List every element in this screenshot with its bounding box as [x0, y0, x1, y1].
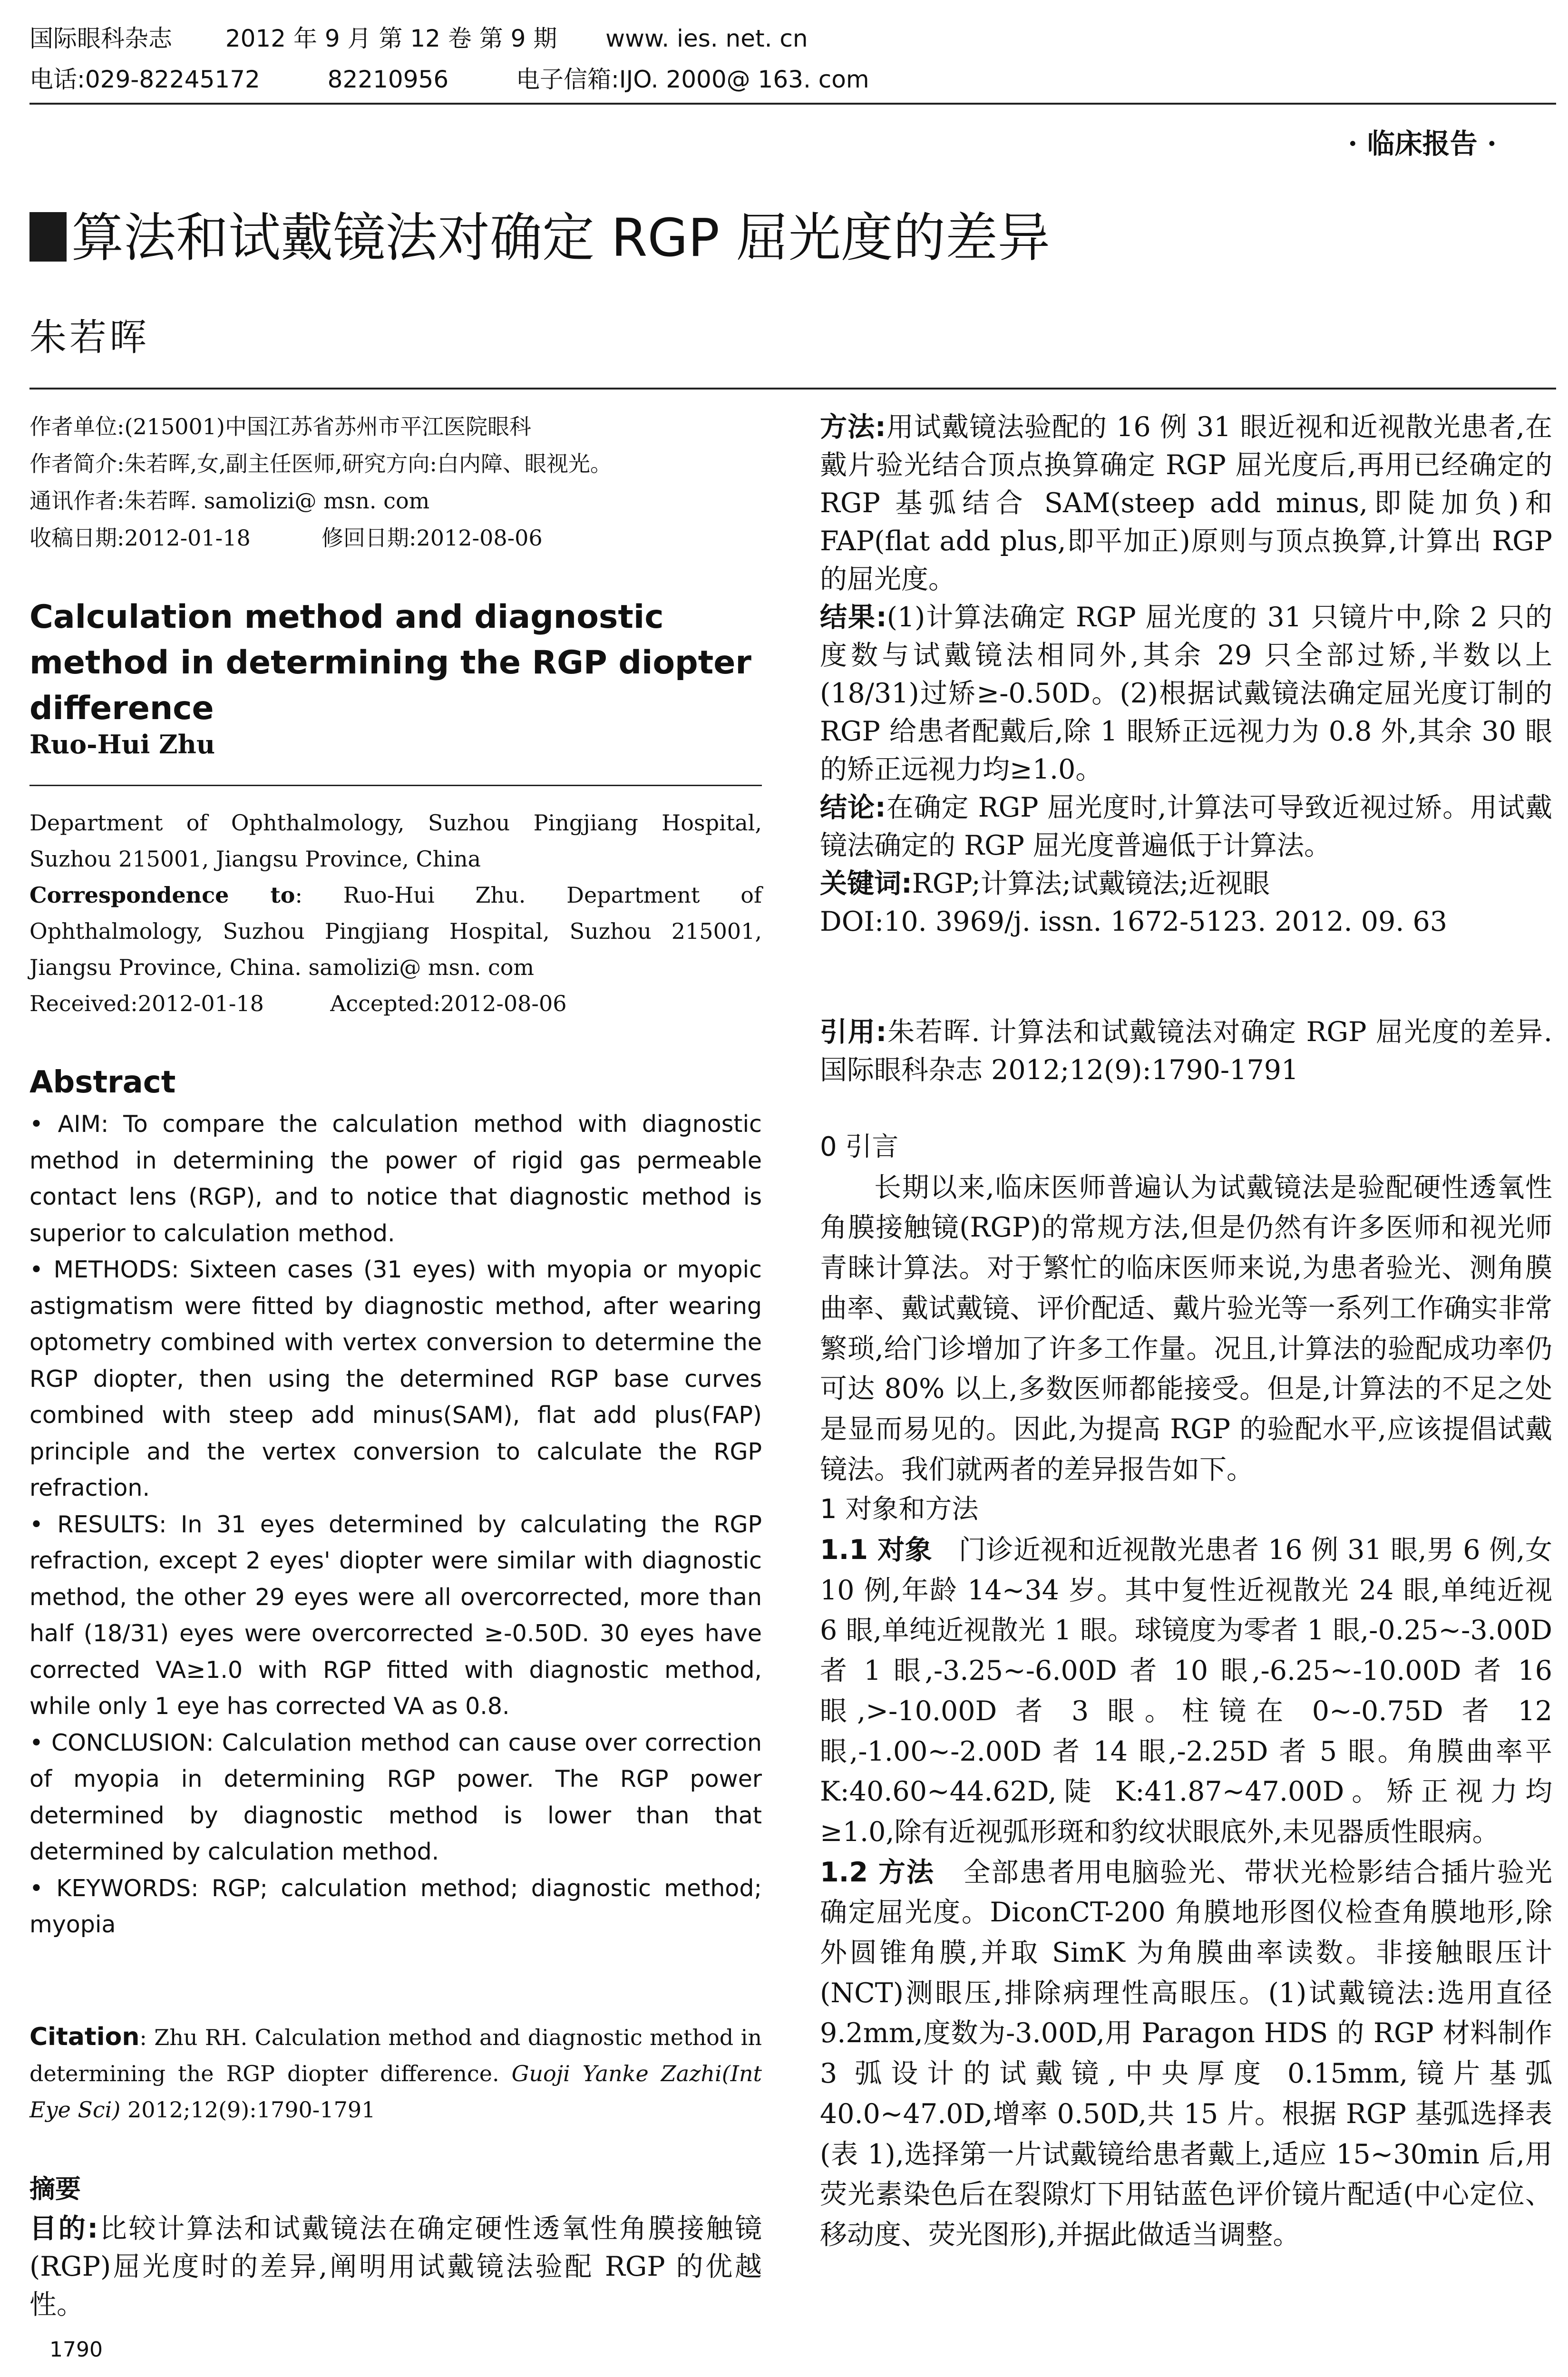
- zh-keywords: [820, 865, 1552, 903]
- intro-paragraph: 长期以来,临床医师普遍认为试戴镜法是验配硬性透氧性角膜接触镜(RGP)的常规方法,但是仍然有许多医师和视光师青睐计算法。对于繁忙的临床医师来说,为患者验光、测角膜曲率、戴试戴镜、评价配适、戴片验光等一系列工作确实非常繁琐,给门诊增加了许多工作量。况且,计算法的验配成功率仍可达 80% 以上,多数医师都能接受。但是,计算法的不足之处是显而易见的。因此,为提高 RGP 的验配水平,应该提倡试戴镜法。我们就两者的差异报告如下。: [820, 1171, 1552, 1485]
- citation-journal: Guoji Yanke Zazhi(Int Eye Sci): [29, 2061, 762, 2123]
- chinese-abstract-start: [29, 2169, 762, 2324]
- article-body: [820, 1127, 1552, 2255]
- author-cn: 朱若晖: [29, 316, 150, 359]
- journal-website: www. ies. net. cn: [605, 25, 808, 52]
- revised-date: 修回日期:2012-08-06: [321, 525, 543, 551]
- zh-aim: [29, 2210, 762, 2324]
- zh-cite-label: 引用:: [820, 1016, 887, 1048]
- zh-conclusion-label: 结论:: [820, 792, 886, 823]
- journal-phone: 电话:029-82245172: [29, 66, 260, 93]
- abstract-conclusion: • CONCLUSION: Calculation method can cause over correction of myopia in determining RGP power. The RGP power determined by diagnostic method is lower than that determined by calculation method.: [29, 1729, 762, 1865]
- zh-results-label: 结果:: [820, 602, 887, 633]
- citation-label: Citation: [29, 2023, 140, 2051]
- zh-results-text: (1)计算法确定 RGP 屈光度的 31 只镜片中,除 2 只的度数与试戴镜法相同外,其余 29 只全部过矫,半数以上(18/31)过矫≥-0.50D。(2)根据试戴镜法确定屈光度订制的 RGP 给患者配戴后,除 1 眼矫正远视力为 0.8 外,其余 30 眼的矫正远视力均≥1.0。: [820, 602, 1552, 785]
- abstract-aim: • AIM: To compare the calculation method with diagnostic method in determining the power of rigid gas permeable contact lens (RGP), and to notice that diagnostic method is superior to calculation method.: [29, 1111, 762, 1247]
- zh-results: [820, 598, 1552, 789]
- subjects-text: 门诊近视和近视散光患者 16 例 31 眼,男 6 例,女 10 例,年龄 14~34 岁。其中复性近视散光 24 眼,单纯近视 6 眼,单纯近视散光 1 眼。球镜度为零者 1 眼,-0.25~-3.00D 者 1 眼,-3.25~-6.00D 者 10 眼,-6.25~-10.00D 者 16 眼,>-10.00D 者 3 眼。柱镜在 0~-0.75D 者 12 眼,-1.00~-2.00D 者 14 眼,-2.25D 者 5 眼。角膜曲率平 K:40.60~44.62D,陡 K:41.87~47.00D。矫正视力均≥1.0,除有近视弧形斑和豹纹状眼底外,未见器质性眼病。: [820, 1534, 1552, 1848]
- citation-text: : Zhu RH. Calculation method and diagnostic method in determining the RGP diopter difference.: [29, 2025, 762, 2086]
- zh-keywords-text: RGP;计算法;试戴镜法;近视眼: [912, 868, 1270, 899]
- methods-paragraph: [820, 1852, 1552, 2255]
- intro-heading: 0 引言: [820, 1131, 899, 1162]
- corresponding-author: 通讯作者:朱若晖. samolizi@ msn. com: [29, 488, 430, 514]
- abstract-keywords: • KEYWORDS: RGP; calculation method; diagnostic method; myopia: [29, 1874, 762, 1938]
- english-citation: [29, 2019, 762, 2128]
- journal-phone-2: 82210956: [327, 66, 449, 93]
- section-label: · 临床报告 ·: [1348, 127, 1497, 160]
- english-abstract: [29, 1106, 762, 1943]
- methods-heading: 1 对象和方法: [820, 1494, 979, 1525]
- zh-cite-text: 朱若晖. 计算法和试戴镜法对确定 RGP 屈光度的差异. 国际眼科杂志 2012;12(9):1790-1791: [820, 1016, 1552, 1086]
- abstract-methods: • METHODS: Sixteen cases (31 eyes) with myopia or myopic astigmatism were fitted by diagnostic method, after wearing optometry combined with vertex conversion to determine the RGP diopter, then using the determined RGP base curves combined with steep add minus(SAM), flat add plus(FAP) principle and the vertex conversion to calculate the RGP refraction.: [29, 1256, 762, 1501]
- header-rule: [29, 103, 1556, 105]
- english-dates: [29, 985, 762, 1022]
- zh-conclusion: [820, 789, 1552, 865]
- affiliation-text: Department of Ophthalmology, Suzhou Pingjiang Hospital, Suzhou 215001, Jiangsu Province, China: [29, 810, 762, 872]
- journal-email: 电子信箱:IJO. 2000@ 163. com: [516, 66, 869, 93]
- english-author: Ruo-Hui Zhu: [29, 729, 215, 760]
- english-received: Received:2012-01-18: [29, 991, 264, 1016]
- zh-methods: [820, 408, 1552, 598]
- author-rule: [29, 785, 762, 786]
- issue-info: 2012 年 9 月 第 12 卷 第 9 期: [225, 25, 557, 52]
- zh-aim-label: 目的:: [29, 2213, 98, 2244]
- correspondence: [29, 877, 762, 985]
- correspondence-label: Correspondence to: [29, 882, 295, 908]
- chinese-abstract-continued: [820, 408, 1552, 941]
- dates: [29, 519, 762, 556]
- subjects-paragraph: [820, 1530, 1552, 1852]
- methods-label: 1.2 方法: [820, 1856, 935, 1888]
- zh-doi: DOI:10. 3969/j. issn. 1672-5123. 2012. 09. 63: [820, 906, 1447, 937]
- english-accepted: Accepted:2012-08-06: [330, 991, 567, 1016]
- author-intro: 作者简介:朱若晖,女,副主任医师,研究方向:白内障、眼视光。: [29, 451, 612, 477]
- author-meta: [29, 408, 762, 556]
- article-title: [29, 202, 1050, 273]
- english-affiliation: [29, 805, 762, 1022]
- title-initial-block: [29, 212, 67, 262]
- subjects-label: 1.1 对象: [820, 1534, 933, 1566]
- chinese-abstract-heading: 摘要: [29, 2174, 81, 2204]
- zh-conclusion-text: 在确定 RGP 屈光度时,计算法可导致近视过矫。用试戴镜法确定的 RGP 屈光度普遍低于计算法。: [820, 792, 1552, 861]
- zh-aim-text: 比较计算法和试戴镜法在确定硬性透氧性角膜接触镜(RGP)屈光度时的差异,阐明用试戴镜法验配 RGP 的优越性。: [29, 2213, 762, 2320]
- running-header-line2: [29, 63, 869, 96]
- citation-tail: 2012;12(9):1790-1791: [120, 2097, 376, 2123]
- page-number: 1790: [49, 2338, 103, 2362]
- author-unit: 作者单位:(215001)中国江苏省苏州市平江医院眼科: [29, 414, 531, 439]
- title-rule: [29, 388, 1556, 390]
- zh-methods-label: 方法:: [820, 411, 886, 443]
- methods-text: 全部患者用电脑验光、带状光检影结合插片验光确定屈光度。DiconCT-200 角膜地形图仪检查角膜地形,除外圆锥角膜,并取 SimK 为角膜曲率读数。非接触眼压计(NCT)测眼压,排除病理性高眼压。(1)试戴镜法:选用直径 9.2mm,度数为-3.00D,用 Paragon HDS 的 RGP 材料制作 3 弧设计的试戴镜,中央厚度 0.15mm,镜片基弧 40.0~47.0D,增率 0.50D,共 15 片。根据 RGP 基弧选择表(表 1),选择第一片试戴镜给患者戴上,适应 15~30min 后,用荧光素染色后在裂隙灯下用钴蓝色评价镜片配适(中心定位、移动度、荧光图形),并据此做适当调整。: [820, 1856, 1553, 2250]
- title-text: 算法和试戴镜法对确定 RGP 屈光度的差异: [71, 207, 1050, 268]
- running-header-line1: [29, 22, 808, 55]
- correspondence-text: : Ruo-Hui Zhu. Department of Ophthalmology, Suzhou Pingjiang Hospital, Suzhou 215001, Jiangsu Province, China. samolizi@ msn. com: [29, 882, 762, 980]
- zh-citation: [820, 1013, 1552, 1089]
- zh-keywords-label: 关键词:: [820, 868, 912, 899]
- abstract-heading: Abstract: [29, 1065, 176, 1100]
- received-date: 收稿日期:2012-01-18: [29, 525, 251, 551]
- zh-methods-text: 用试戴镜法验配的 16 例 31 眼近视和近视散光患者,在戴片验光结合顶点换算确定 RGP 屈光度后,再用已经确定的 RGP 基弧结合 SAM(steep add minus,即陡加负)和 FAP(flat add plus,即平加正)原则与顶点换算,计算出 RGP 的屈光度。: [820, 411, 1553, 595]
- abstract-results: • RESULTS: In 31 eyes determined by calculating the RGP refraction, except 2 eyes' diopter were similar with diagnostic method, the other 29 eyes were all overcorrected, more than half (18/31) eyes were overcorrected ≥-0.50D. 30 eyes have corrected VA≥1.0 with RGP fitted with diagnostic method, while only 1 eye has corrected VA as 0.8.: [29, 1510, 762, 1720]
- english-title: Calculation method and diagnostic method in determining the RGP diopter difference: [29, 598, 751, 727]
- journal-name: 国际眼科杂志: [29, 25, 172, 52]
